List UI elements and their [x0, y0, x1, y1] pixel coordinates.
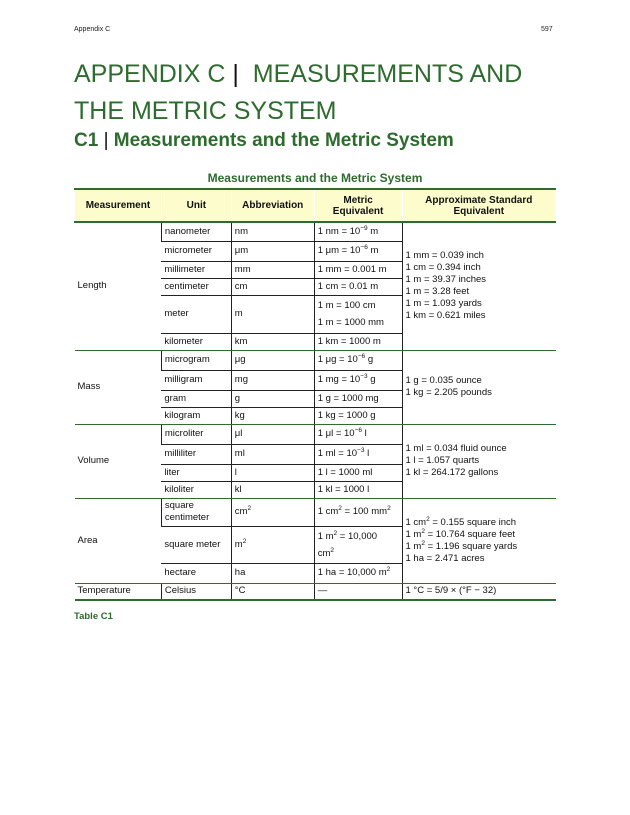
superscript: −3 — [360, 372, 368, 380]
metric-equivalent-cell — [314, 261, 402, 278]
metric-equivalent-line: 1 m = 1000 mm — [317, 317, 384, 328]
table-row — [75, 424, 556, 444]
metric-equivalent-cell — [314, 350, 402, 370]
unit-cell: microliter — [161, 424, 231, 444]
appendix-title-text: MEASUREMENTS AND THE METRIC SYSTEM — [74, 60, 523, 125]
abbreviation-cell: cm — [231, 278, 314, 295]
page-number: 597 — [541, 26, 553, 33]
standard-equivalent-line: 1 kl = 264.172 gallons — [405, 467, 499, 478]
standard-equivalent-line: 1 °C = 5/9 × (°F − 32) — [405, 585, 497, 597]
unit-cell: kiloliter — [161, 481, 231, 498]
unit-cell: kilometer — [161, 333, 231, 350]
standard-equivalent-line: 1 ml = 0.034 fluid ounce — [405, 443, 507, 454]
unit-cell: Celsius — [161, 583, 231, 600]
metric-equivalent-cell — [314, 407, 402, 424]
abbreviation-cell: kl — [231, 481, 314, 498]
standard-equivalent-cell — [402, 583, 556, 600]
unit-cell: micrometer — [161, 241, 231, 261]
superscript: 2 — [247, 504, 252, 512]
metric-equivalent-cell — [314, 390, 402, 407]
abbreviation-cell: $cm^2$ — [231, 498, 314, 526]
standard-equivalent-line: 1 ha = 2.471 acres — [405, 552, 485, 564]
unit-cell: gram — [161, 390, 231, 407]
superscript: 2 — [387, 504, 391, 512]
standard-equivalent-cell — [402, 424, 556, 498]
metric-equivalent-cell — [314, 222, 402, 241]
section-title-text: Measurements and the Metric System — [113, 130, 454, 151]
metric-equivalent-cell — [314, 563, 402, 583]
appendix-label: APPENDIX C — [74, 60, 226, 88]
metric-equivalent-cell — [314, 498, 402, 526]
standard-equivalent-line: 1 $cm^2 = 0.155$ square inch — [405, 515, 517, 528]
abbreviation-cell: km — [231, 333, 314, 350]
abbreviation-cell: μl — [231, 424, 314, 444]
unit-cell: liter — [161, 464, 231, 481]
standard-equivalent-line: 1 m = 39.37 inches — [405, 274, 487, 286]
abbreviation-cell: μm — [231, 241, 314, 261]
metric-equivalent-line: 1 nm = $10^{-9}$ m — [317, 224, 379, 237]
metric-equivalent-line: 1 $\mu m = 10^{-6}$ m — [317, 243, 379, 256]
column-header: Approximate Standard Equivalent — [402, 189, 556, 222]
abbreviation-cell: ha — [231, 563, 314, 583]
table-row — [75, 498, 556, 526]
standard-equivalent-line: 1 kg = 2.205 pounds — [405, 387, 492, 398]
appendix-title — [74, 56, 554, 130]
unit-cell: millimeter — [161, 261, 231, 278]
metric-equivalent-line: 1 $\mu l = 10^{-6}$ l — [317, 426, 367, 439]
superscript: −9 — [360, 224, 368, 232]
measurement-cell: Length — [75, 222, 162, 350]
superscript: 2 — [338, 504, 342, 512]
metric-equivalent-line: 1 kg = 1000 g — [317, 409, 376, 421]
table-row — [75, 222, 556, 241]
column-header: Abbreviation — [231, 189, 314, 222]
standard-equivalent-cell — [402, 222, 556, 350]
metric-equivalent-cell — [314, 295, 402, 333]
superscript: 2 — [330, 546, 334, 554]
unit-cell: hectare — [161, 563, 231, 583]
section-number: C1 — [74, 130, 99, 151]
metric-equivalent-line: 1 ha = 10,000 $m^2$ — [317, 565, 391, 578]
metric-system-table — [74, 188, 556, 601]
metric-equivalent-cell — [314, 424, 402, 444]
standard-equivalent-line: 1 m = 3.28 feet — [405, 286, 470, 298]
metric-equivalent-cell — [314, 526, 402, 563]
abbreviation-cell: kg — [231, 407, 314, 424]
metric-equivalent-cell — [314, 278, 402, 295]
standard-equivalent-line: 1 $m^2 = 10.764$ square feet — [405, 527, 516, 540]
metric-equivalent-cell — [314, 241, 402, 261]
abbreviation-cell: nm — [231, 222, 314, 241]
metric-equivalent-line: — — [317, 585, 328, 597]
metric-equivalent-cell — [314, 464, 402, 481]
abbreviation-cell: m — [231, 295, 314, 333]
standard-equivalent-line: 1 l = 1.057 quarts — [405, 455, 480, 466]
superscript: 2 — [386, 565, 391, 573]
superscript: 2 — [333, 529, 338, 537]
metric-equivalent-line: 1 $\mu g = 10^{-6}$ g — [317, 352, 374, 365]
standard-equivalent-line: 1 mm = 0.039 inch — [405, 250, 484, 262]
standard-equivalent-line: 1 g = 0.035 ounce — [405, 375, 482, 386]
metric-equivalent-line: 1 ml = $10^{-3}$ l — [317, 446, 370, 459]
section-separator: | — [103, 130, 109, 151]
metric-equivalent-line: 1 cm = 0.01 m — [317, 280, 379, 292]
superscript: 2 — [421, 539, 425, 547]
standard-equivalent-cell — [402, 498, 556, 583]
metric-equivalent-line: 1 mm = 0.001 m — [317, 263, 387, 275]
abbreviation-cell: $m^2$ — [231, 526, 314, 563]
abbreviation-cell: l — [231, 464, 314, 481]
column-header: Measurement — [75, 189, 162, 222]
abbreviation-cell: mg — [231, 370, 314, 390]
table-body — [75, 222, 556, 600]
unit-cell: centimeter — [161, 278, 231, 295]
table-label: Table C1 — [74, 611, 113, 622]
superscript: −6 — [360, 243, 368, 251]
superscript: −6 — [357, 352, 366, 360]
metric-equivalent-line: 1 l = 1000 ml — [317, 466, 373, 478]
measurement-cell: Mass — [75, 350, 162, 424]
column-header: Unit — [161, 189, 231, 222]
metric-equivalent-cell — [314, 333, 402, 350]
abbreviation-cell: ml — [231, 444, 314, 464]
metric-equivalent-line: 1 $m^2 = 10,000$ — [317, 529, 378, 542]
table-row — [75, 583, 556, 600]
standard-equivalent-line: 1 m = 1.093 yards — [405, 298, 482, 310]
unit-cell: milliliter — [161, 444, 231, 464]
unit-cell: meter — [161, 295, 231, 333]
metric-equivalent-line: 1 mg = $10^{-3}$ g — [317, 372, 376, 385]
standard-equivalent-line: 1 $m^2 = 1.196$ square yards — [405, 539, 518, 552]
metric-equivalent-line: 1 g = 1000 mg — [317, 392, 379, 404]
metric-equivalent-cell — [314, 583, 402, 600]
unit-cell: milligram — [161, 370, 231, 390]
abbreviation-cell: mm — [231, 261, 314, 278]
standard-equivalent-cell — [402, 350, 556, 424]
column-header: Metric Equivalent — [314, 189, 402, 222]
table-caption: Measurements and the Metric System — [207, 171, 423, 185]
abbreviation-cell: μg — [231, 350, 314, 370]
metric-equivalent-line: 1 kl = 1000 l — [317, 483, 370, 495]
section-title — [74, 130, 454, 152]
standard-equivalent-line: 1 km = 0.621 miles — [405, 310, 486, 322]
table-row — [75, 350, 556, 370]
superscript: −6 — [354, 426, 363, 434]
metric-equivalent-line: 1 km = 1000 m — [317, 335, 381, 347]
superscript: −3 — [357, 446, 365, 454]
abbreviation-cell: g — [231, 390, 314, 407]
unit-cell: square centimeter — [161, 498, 231, 526]
metric-equivalent-cell — [314, 481, 402, 498]
unit-cell: nanometer — [161, 222, 231, 241]
standard-equivalent-line: 1 cm = 0.394 inch — [405, 262, 481, 274]
unit-cell: kilogram — [161, 407, 231, 424]
measurement-cell: Area — [75, 498, 162, 583]
running-header-left: Appendix C — [74, 26, 111, 33]
metric-equivalent-cell — [314, 370, 402, 390]
unit-cell: microgram — [161, 350, 231, 370]
metric-equivalent-line: 1 m = 100 cm — [317, 300, 376, 311]
superscript: 2 — [421, 527, 425, 535]
title-separator: | — [232, 60, 239, 88]
table-header-row — [75, 189, 556, 222]
abbreviation-cell: °C — [231, 583, 314, 600]
metric-equivalent-line: $cm^2$ — [317, 546, 334, 559]
unit-cell: square meter — [161, 526, 231, 563]
superscript: 2 — [242, 537, 247, 545]
superscript: 2 — [426, 515, 430, 523]
metric-equivalent-line: 1 $cm^2 = 100$ $mm^2$ — [317, 504, 391, 517]
measurement-cell: Temperature — [75, 583, 162, 600]
metric-equivalent-cell — [314, 444, 402, 464]
measurement-cell: Volume — [75, 424, 162, 498]
